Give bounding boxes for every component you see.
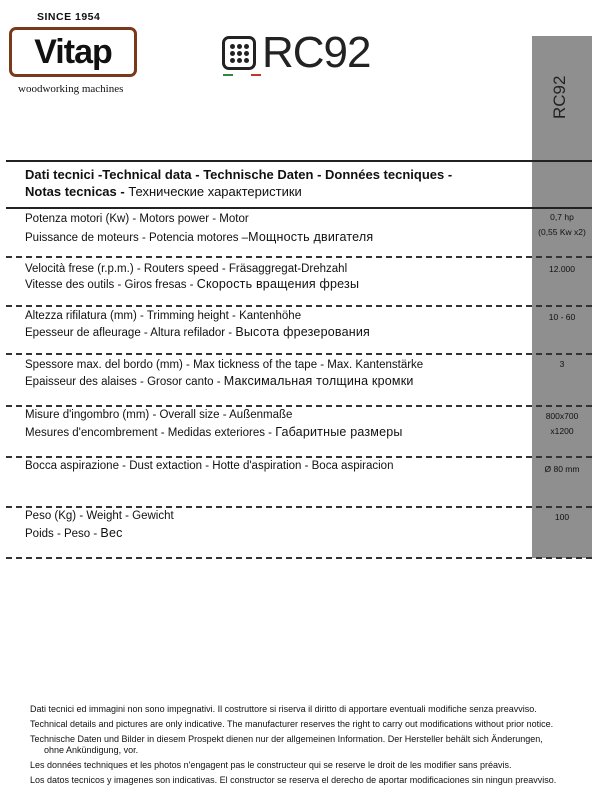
italian-flag-icon xyxy=(223,74,261,76)
brand-tagline: woodworking machines xyxy=(18,83,124,95)
spec-value-overall-size: 800x700 x1200 xyxy=(545,411,579,436)
spec-row-router-speed-2: Vitesse des outils - Giros fresas - Скорость вращения фрезы xyxy=(25,277,360,291)
spec-row-overall-size-2: Mesures d'encombrement - Medidas exteriores - Габаритные размеры xyxy=(25,425,403,439)
row-divider xyxy=(6,405,592,407)
spec-value-router-speed: 12.000 xyxy=(549,264,575,274)
disclaimer-de-cont: ohne Ankündigung, vor. xyxy=(44,745,139,755)
spec-row-weight: Peso (Kg) - Weight - Gewicht xyxy=(25,510,174,522)
side-model-label: RC92 xyxy=(550,75,569,119)
spec-row-trimming-height-2: Epesseur de afleurage - Altura refilador - Высота фрезерования xyxy=(25,325,370,339)
spec-value-tape-thickness: 3 xyxy=(559,359,565,369)
section-title-line2 xyxy=(25,184,302,199)
spec-row-weight-2: Poids - Peso - Вес xyxy=(25,526,123,540)
spec-row-router-speed: Velocità frese (r.p.m.) - Routers speed - Fräsaggregat-Drehzahl xyxy=(25,263,348,275)
spec-value-trimming-height: 10 - 60 xyxy=(548,312,576,322)
row-divider xyxy=(6,256,592,258)
row-divider xyxy=(6,305,592,307)
model-title: RC92 xyxy=(262,28,371,77)
title-bottom-rule xyxy=(6,207,592,209)
disclaimer-es: Los datos tecnicos y imagenes son indicativas. El constructor se reserva el derecho de aportar modificaciones sin ningun preavviso. xyxy=(30,775,557,785)
spec-row-tape-thickness-2: Epaisseur des alaises - Grosor canto - Максимальная толщина кромки xyxy=(25,374,414,388)
brand-name: Vitap xyxy=(34,32,112,71)
spec-value-dust-extraction: Ø 80 mm xyxy=(544,464,580,474)
title-top-rule xyxy=(6,160,592,162)
row-divider xyxy=(6,353,592,355)
disclaimer-fr: Les données techniques et les photos n'engagent pas le constructeur qui se reserve le droit de les modifier sans préavis. xyxy=(30,760,512,770)
section-title-line1: Dati tecnici -Technical data - Technische Daten - Données tecniques - xyxy=(25,167,453,182)
section-title-russian: Технические характеристики xyxy=(128,184,302,199)
disclaimer-it: Dati tecnici ed immagini non sono impegnativi. Il costruttore si riserva il diritto di apportare eventuali modifiche senza preavviso. xyxy=(30,704,537,714)
row-divider xyxy=(6,506,592,508)
keypad-icon xyxy=(222,36,256,70)
section-title-bold: Notas tecnicas - xyxy=(25,184,129,199)
spec-row-overall-size: Misure d'ingombro (mm) - Overall size - Außenmaße xyxy=(25,409,293,421)
since-label: SINCE 1954 xyxy=(37,11,101,23)
disclaimer-en: Technical details and pictures are only indicative. The manufacturer reserves the right to carry out modifications without prior notice. xyxy=(30,719,554,729)
row-divider xyxy=(6,456,592,458)
row-divider xyxy=(6,557,592,559)
spec-row-tape-thickness: Spessore max. del bordo (mm) - Max tickness of the tape - Max. Kantenstärke xyxy=(25,359,424,371)
brand-logo xyxy=(9,27,137,77)
spec-value-weight: 100 xyxy=(554,512,570,522)
spec-row-trimming-height: Altezza rifilatura (mm) - Trimming height - Kantenhöhe xyxy=(25,310,302,322)
spec-row-motor-power: Potenza motori (Kw) - Motors power - Motor xyxy=(25,213,249,225)
spec-value-motor-power: 0,7 hp (0,55 Kw x2) xyxy=(538,212,586,237)
spec-row-motor-power-2: Puissance de moteurs - Potencia motores –Мощность двигателя xyxy=(25,230,374,244)
spec-row-dust-extraction: Bocca aspirazione - Dust extaction - Hotte d'aspiration - Boca aspiracion xyxy=(25,460,394,472)
disclaimer-de: Technische Daten und Bilder in diesem Prospekt dienen nur der allgemeinen Information. Der Hersteller behält sich Änderungen, xyxy=(30,734,543,744)
